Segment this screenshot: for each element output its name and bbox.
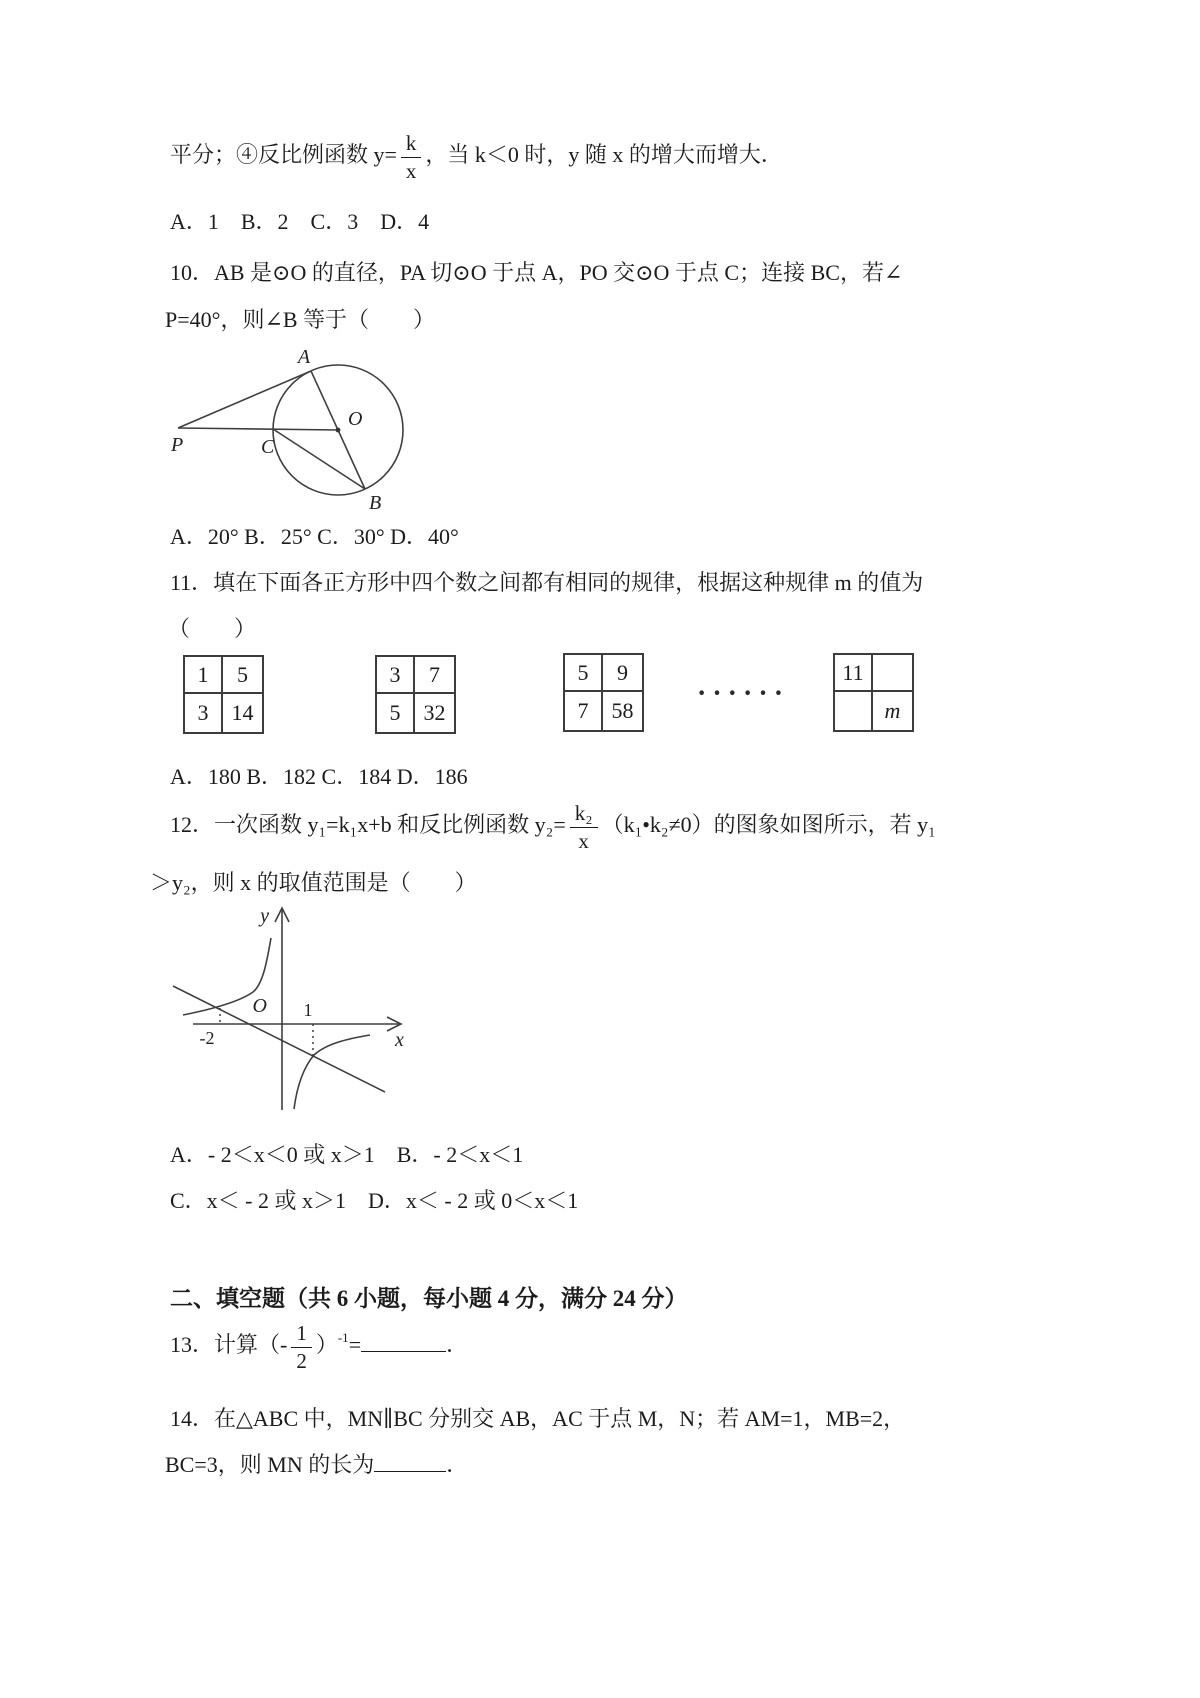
origin-label: O — [252, 995, 267, 1017]
q10-statement-line1: 10．AB 是⊙O 的直径，PA 切⊙O 于点 A，PO 交⊙O 于点 C；连接 BC，若∠ — [170, 260, 903, 285]
q12-options-ab: A．- 2＜x＜0 或 x＞1 B．- 2＜x＜1 — [170, 1142, 524, 1167]
q12-text-post: （k₁•k₂≠0）的图象如图所示，若 y₁ — [601, 812, 936, 838]
grid-cell: 32 — [423, 700, 446, 725]
hyperbola-branch-q4 — [294, 1035, 370, 1109]
grid-cell: 5 — [223, 657, 262, 694]
q11-number-grid-4 — [833, 653, 914, 732]
grid-cell — [835, 692, 873, 730]
q13-exponent: -1 — [337, 1330, 349, 1346]
grid-cell: 9 — [603, 655, 642, 692]
q10-statement-line2: P=40°，则∠B 等于（ ） — [165, 307, 436, 332]
secant-po — [178, 428, 338, 430]
q11-options: A．180 B．182 C．184 D．186 — [170, 764, 468, 789]
q13-close-paren: ） — [315, 1332, 338, 1358]
x-axis-label: x — [395, 1029, 404, 1051]
y-axis-label: y — [260, 905, 269, 927]
q12-options-cd: C．x＜ - 2 或 x＞1 D．x＜ - 2 或 0＜x＜1 — [170, 1188, 579, 1213]
q11-number-grid-1 — [183, 655, 264, 734]
grid-cell: 5 — [565, 655, 603, 692]
grid-cell: 3 — [377, 657, 415, 694]
grid-cell: 3 — [185, 694, 223, 732]
q9-fraction — [401, 132, 422, 182]
q14-text-pre: BC=3，则 MN 的长为 — [165, 1452, 375, 1477]
q12-fraction — [570, 802, 598, 852]
q10-circle-figure — [163, 333, 419, 519]
q13-statement — [170, 1322, 468, 1372]
q13-answer-blank — [361, 1349, 446, 1352]
q11-statement-line2: （ ） — [168, 616, 257, 641]
point-label-p: P — [171, 434, 184, 456]
point-label-o: O — [348, 408, 363, 430]
q12-function-graph — [163, 898, 415, 1120]
q11-number-grid-2 — [375, 655, 456, 734]
q14-statement-line1: 14．在△ABC 中，MN∥BC 分别交 AB，AC 于点 M，N；若 AM=1，MB=2， — [170, 1406, 906, 1431]
q13-fraction — [291, 1322, 312, 1372]
tick-label-1: 1 — [303, 1000, 313, 1020]
tick-label-neg2: -2 — [199, 1028, 215, 1048]
q12-statement-line1 — [170, 802, 936, 852]
q13-fraction-denominator: 2 — [296, 1349, 307, 1374]
grid-cell — [873, 655, 912, 692]
grid-cell: 14 — [231, 700, 254, 725]
grid-cell: 7 — [415, 657, 454, 694]
q13-fraction-numerator: 1 — [291, 1322, 312, 1348]
q12-fraction-numerator: k₂ — [570, 802, 598, 828]
q13-period: ． — [446, 1332, 469, 1358]
grid-cell: m — [884, 698, 901, 723]
q11-statement-line1: 11．填在下面各正方形中四个数之间都有相同的规律，根据这种规律 m 的值为 — [170, 570, 924, 595]
center-point — [336, 428, 341, 433]
q10-options: A．20° B．25° C．30° D．40° — [170, 524, 459, 549]
q9-statement — [170, 132, 783, 182]
q14-statement-line2 — [165, 1448, 468, 1479]
point-label-c: C — [261, 436, 275, 458]
grid-cell: 5 — [377, 694, 415, 732]
q13-equals: = — [348, 1332, 362, 1358]
q13-text-pre: 13．计算（- — [170, 1332, 288, 1358]
q9-text-post: ，当 k＜0 时，y 随 x 的增大而增大． — [425, 142, 783, 168]
section-2-header: 二、填空题（共 6 小题，每小题 4 分，满分 24 分） — [170, 1286, 688, 1311]
point-label-a: A — [297, 346, 311, 368]
q9-text-pre: 平分；④反比例函数 y= — [170, 142, 397, 168]
q14-period: ． — [446, 1452, 469, 1477]
q12-text-pre: 12．一次函数 y₁=k₁x+b 和反比例函数 y₂= — [170, 812, 566, 838]
q14-answer-blank — [374, 1469, 446, 1472]
grid-cell: 58 — [611, 698, 634, 723]
q12-statement-line2: ＞y₂，则 x 的取值范围是（ ） — [150, 870, 477, 895]
q9-options: A．1 B．2 C．3 D．4 — [170, 209, 430, 234]
grid-cell: 1 — [185, 657, 223, 694]
grid-cell: 7 — [565, 692, 603, 730]
q12-fraction-denominator: x — [578, 829, 589, 854]
point-label-b: B — [369, 492, 382, 514]
grid-cell: 11 — [835, 655, 873, 692]
q9-fraction-numerator: k — [401, 132, 422, 158]
tangent-pa — [178, 371, 311, 428]
q11-number-grid-3 — [563, 653, 644, 732]
ellipsis-dots: ······ — [697, 678, 790, 709]
q9-fraction-denominator: x — [405, 159, 417, 184]
